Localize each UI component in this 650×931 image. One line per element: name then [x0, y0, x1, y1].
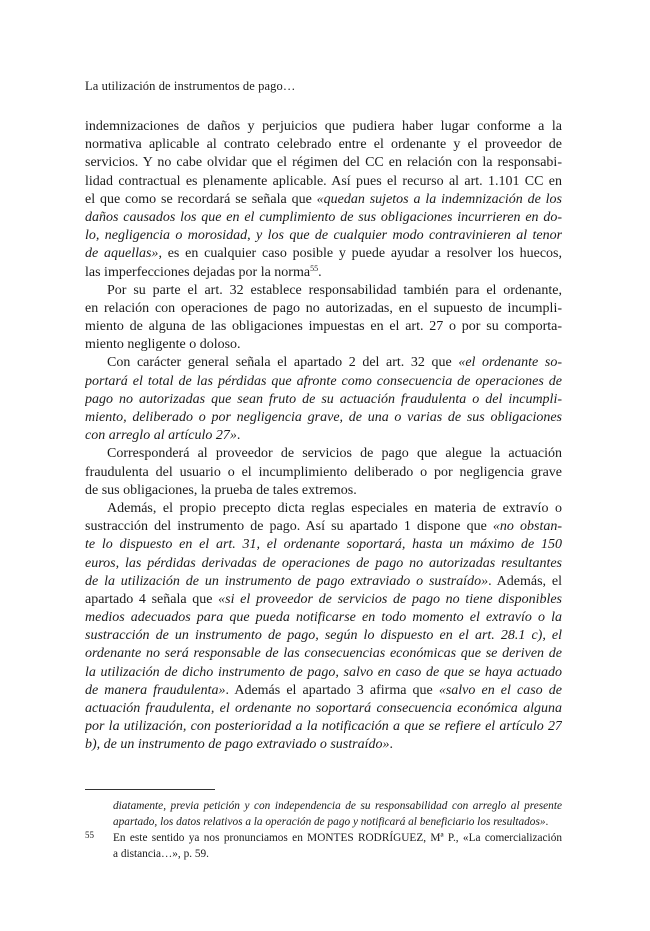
italic-text: con arreglo al artículo 27» — [85, 428, 237, 444]
roman-text: lidad contractual es plenamente aplicable. Así pues el recurso al art. 1.101 CC en — [85, 173, 562, 189]
italic-text: «si el proveedor de servicios de pago no tiene disponibles — [218, 591, 562, 607]
text-line — [85, 482, 562, 500]
text-line — [85, 536, 562, 554]
roman-text: miento de alguna de las obligaciones impuestas en el art. 27 o por su comporta- — [85, 319, 562, 335]
footnote-reference: 55 — [310, 263, 319, 273]
italic-text: daños causados los que en el cumplimiento de sus obligaciones incurrieren en do- — [85, 209, 562, 225]
italic-text: euros, las pérdidas derivadas de operaciones de pago no autorizadas resultantes — [85, 555, 562, 571]
italic-text: «quedan sujetos a la indemnización de los — [316, 191, 562, 207]
italic-text: portará el total de las pérdidas que afronte como consecuencia de operaciones de — [85, 373, 562, 389]
italic-text: pago no autorizadas que sean fruto de su actuación fraudulenta o del incumpli- — [85, 391, 562, 407]
italic-text: sustracción de un instrumento de pago, según lo dispuesto en el art. 28.1 c), el — [85, 628, 562, 644]
text-line — [85, 354, 562, 372]
text-line — [85, 700, 562, 718]
roman-text: servicios. Y no cabe olvidar que el régimen del CC en relación con la responsabi- — [85, 155, 562, 171]
roman-text: , es en cualquier caso posible y puede ayudar a resolver los huecos, — [158, 246, 562, 262]
text-line — [85, 500, 562, 518]
footnote-separator — [85, 789, 215, 790]
text-line — [85, 409, 562, 427]
text-line — [85, 464, 562, 482]
roman-text: , — [247, 228, 257, 244]
text-line — [85, 300, 562, 318]
italic-text: miento, deliberado o por negligencia grave, de una o varias de sus obligaciones — [85, 410, 562, 425]
roman-text: de sus obligaciones, la prueba de tales extremos. — [85, 482, 357, 498]
text-line — [85, 154, 562, 172]
body-text — [85, 118, 562, 755]
text-line — [85, 645, 562, 663]
roman-text: . Además, el — [488, 573, 562, 589]
italic-text: apartado, los datos relativos a la operación de pago y notificará al beneficiario los resultados» — [113, 816, 546, 828]
roman-text: En este sentido ya nos pronunciamos en MONTES RODRÍGUEZ, Mª P., «La comercialización — [113, 832, 562, 844]
roman-text: Por su parte el art. 32 establece responsabilidad también para el ordenante, — [107, 282, 562, 298]
italic-text: de la utilización de un instrumento de pago extraviado o sustraído» — [85, 573, 489, 589]
text-line — [85, 427, 562, 445]
text-line — [85, 846, 562, 862]
italic-text: de manera fraudulenta» — [85, 682, 226, 698]
italic-text: diatamente, previa petición y con independencia de su responsabilidad con arreglo al presente — [113, 800, 562, 812]
italic-text: ordenante no será responsable de las consecuencias económicas que se deriven de — [85, 646, 562, 662]
italic-text: lo, negligencia o morosidad — [85, 228, 248, 244]
footnote-number: 55 — [85, 830, 94, 840]
text-line — [85, 282, 562, 300]
italic-text: de aquellas» — [85, 246, 159, 262]
roman-text: Corresponderá al proveedor de servicios de pago que alegue la actuación — [107, 446, 562, 462]
paragraph — [85, 118, 562, 282]
roman-text: a distancia…», p. 59. — [113, 848, 210, 860]
italic-text: la utilización de dicho instrumento de pago, salvo en caso de que se haya actuado — [85, 664, 562, 680]
paragraph — [85, 282, 562, 355]
italic-text: «el ordenante so- — [458, 355, 562, 371]
text-line — [85, 445, 562, 463]
roman-text: . — [318, 264, 322, 280]
text-line — [85, 814, 562, 830]
text-line — [85, 609, 562, 627]
footnote — [85, 830, 562, 862]
roman-text: sustracción del instrumento de pago. Así su apartado 1 dispone que — [85, 519, 493, 535]
roman-text: en relación con operaciones de pago no autorizadas, en el supuesto de incumpli- — [85, 300, 562, 316]
roman-text: las imperfecciones dejadas por la norma — [85, 264, 311, 280]
text-line — [85, 227, 562, 245]
text-line — [85, 245, 562, 263]
text-line — [85, 798, 562, 814]
text-line — [85, 555, 562, 573]
italic-text: «salvo en el caso de — [438, 682, 562, 698]
roman-text: . — [389, 737, 393, 753]
text-line — [85, 591, 562, 609]
text-line — [85, 664, 562, 682]
text-line — [85, 518, 562, 536]
roman-text: . — [236, 428, 241, 444]
italic-text: b), de un instrumento de pago extraviado o sustraído» — [85, 737, 390, 753]
roman-text: miento negligente o doloso. — [85, 337, 241, 353]
text-line — [85, 191, 562, 209]
text-line — [85, 264, 562, 282]
italic-text: actuación fraudulenta, el ordenante no soportará consecuencia económica alguna — [85, 701, 562, 716]
roman-text: normativa aplicable al contrato celebrado entre el ordenante y el proveedor de — [85, 137, 562, 153]
roman-text: indemnizaciones de daños y perjuicios que pudiera haber lugar conforme a la — [85, 119, 562, 134]
italic-text: y los que de cualquier modo contravinieren al tenor — [256, 228, 562, 244]
italic-text: «no obstan- — [492, 519, 562, 535]
paragraph — [85, 445, 562, 500]
footnote — [85, 798, 562, 830]
roman-text: fraudulenta del usuario o el incumplimiento deliberado o por negligencia grave — [85, 464, 562, 480]
text-line — [85, 391, 562, 409]
roman-text: . — [545, 816, 549, 828]
roman-text: el que como se recordará se señala que — [85, 191, 317, 207]
italic-text: medios adecuados para que pueda notificarse en todo momento el extravío o la — [85, 610, 562, 626]
running-head: La utilización de instrumentos de pago… — [85, 79, 296, 93]
text-line — [85, 627, 562, 645]
italic-text: por la utilización, con posterioridad a la notificación a que se refiere el artículo 27 — [85, 719, 562, 735]
text-line — [85, 736, 562, 754]
italic-text: te lo dispuesto en el art. 31, el ordenante soportará, hasta un máximo de 150 — [85, 537, 562, 553]
paragraph — [85, 500, 562, 755]
text-line — [85, 173, 562, 191]
text-line — [85, 718, 562, 736]
roman-text: Con carácter general señala el apartado 2 del art. 32 que — [107, 355, 459, 371]
text-line — [85, 336, 562, 354]
footnotes — [85, 798, 562, 862]
text-line — [85, 373, 562, 391]
text-line — [85, 209, 562, 227]
paragraph — [85, 354, 562, 445]
text-line — [85, 682, 562, 700]
text-line — [85, 118, 562, 136]
roman-text: . Además el apartado 3 afirma que — [225, 682, 439, 698]
roman-text: Además, el propio precepto dicta reglas especiales en materia de extravío o — [107, 500, 562, 516]
text-line — [85, 318, 562, 336]
roman-text: apartado 4 señala que — [85, 591, 219, 607]
text-line — [85, 136, 562, 154]
text-line — [85, 573, 562, 591]
text-line — [85, 830, 562, 846]
